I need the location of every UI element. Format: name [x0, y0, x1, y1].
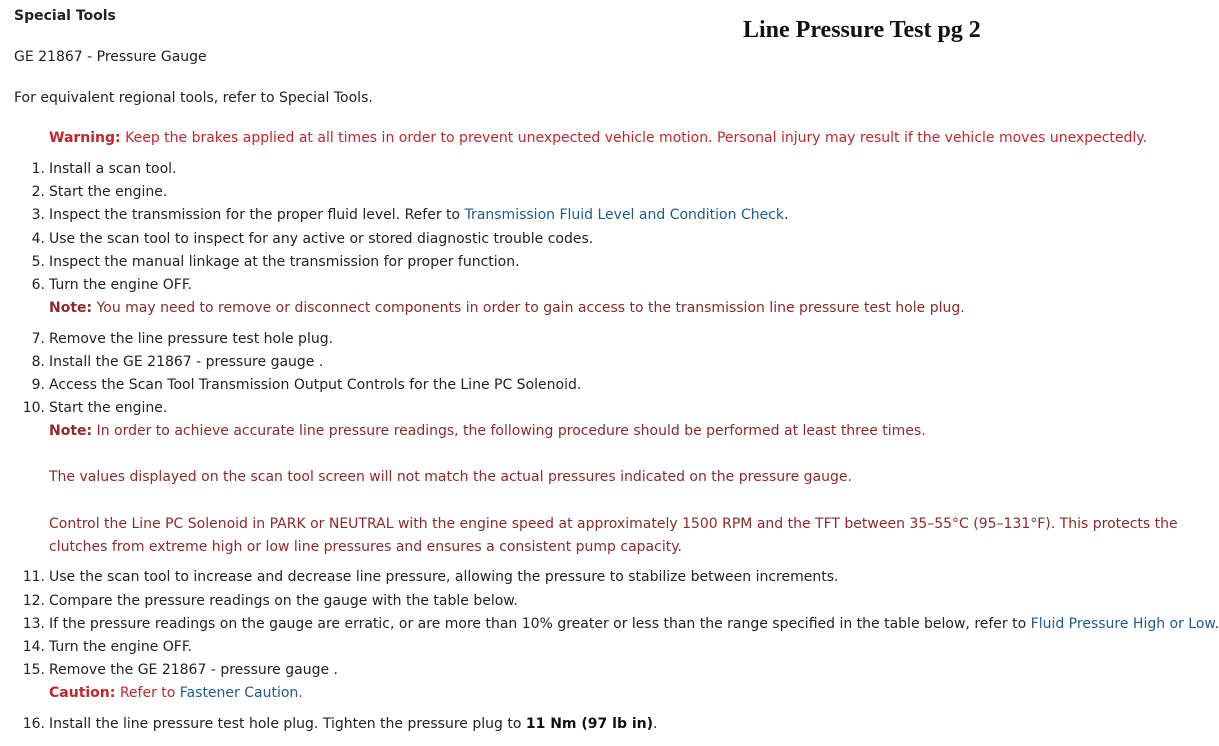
list-item: [0, 637, 1194, 657]
list-item: [0, 159, 1194, 179]
step-text: Inspect the manual linkage at the transmission for proper function.: [49, 254, 520, 270]
list-item: [0, 567, 1194, 587]
fluid-level-check-link[interactable]: Transmission Fluid Level and Condition Check: [464, 207, 785, 223]
step-number: 4.: [31, 231, 45, 247]
step-text: Compare the pressure readings on the gauge with the table below.: [49, 593, 518, 609]
step-number: 3.: [31, 207, 45, 223]
list-item: [0, 591, 1194, 611]
step-text: [49, 205, 788, 225]
warning-text: Keep the brakes applied at all times in order to prevent unexpected vehicle motion. Personal injury may result if the vehicle moves unexpectedly.: [125, 130, 1148, 146]
step-text-end: .: [653, 716, 658, 732]
caution-label: Caution:: [49, 685, 116, 701]
list-item: [0, 275, 1194, 295]
warning-notice: [49, 128, 1147, 148]
step-number: 15.: [22, 662, 45, 678]
step-text-end: .: [1214, 616, 1219, 632]
fluid-pressure-link[interactable]: Fluid Pressure High or Low: [1030, 616, 1215, 632]
step-text: Remove the line pressure test hole plug.: [49, 331, 334, 347]
step-text: Turn the engine OFF.: [49, 639, 193, 655]
torque-spec: 11 Nm (97 lb in): [525, 716, 654, 732]
step-text: Use the scan tool to inspect for any active or stored diagnostic trouble codes.: [49, 231, 594, 247]
step-text: Remove the GE 21867 - pressure gauge .: [49, 662, 338, 678]
step-text-body: Install the line pressure test hole plug. Tighten the pressure plug to: [49, 716, 526, 732]
step-text: Turn the engine OFF.: [49, 277, 193, 293]
step-text: [49, 714, 657, 734]
step-text-end: .: [784, 207, 789, 223]
step-number: 9.: [31, 377, 45, 393]
page-title: Line Pressure Test pg 2: [743, 17, 981, 43]
step-number: 5.: [31, 254, 45, 270]
step-number: 7.: [31, 331, 45, 347]
list-item: [0, 252, 1194, 272]
note-paragraph: Control the Line PC Solenoid in PARK or NEUTRAL with the engine speed at approximately 1500 RPM and the TFT between 35–55°C (95–131°F). This protects the: [49, 516, 1178, 532]
step-number: 16.: [22, 716, 45, 732]
list-item: [0, 205, 1194, 225]
list-item: [0, 352, 1194, 372]
regional-tools-note: For equivalent regional tools, refer to Special Tools.: [14, 90, 373, 106]
step-text: Use the scan tool to increase and decrease line pressure, allowing the pressure to stabilize between increments.: [49, 569, 839, 585]
step-text: [49, 614, 1219, 634]
note-label: Note:: [49, 423, 93, 439]
note-text: In order to achieve accurate line pressure readings, the following procedure should be performed at least three times.: [96, 423, 926, 439]
step-number: 13.: [22, 616, 45, 632]
list-item: [0, 614, 1219, 634]
step-text: Install the GE 21867 - pressure gauge .: [49, 354, 324, 370]
step-number: 1.: [31, 161, 45, 177]
caution-text-end: .: [298, 685, 303, 701]
list-item: [0, 182, 1194, 202]
step-number: 11.: [22, 569, 45, 585]
step-number: 12.: [22, 593, 45, 609]
warning-label: Warning:: [49, 130, 121, 146]
special-tool-item: GE 21867 - Pressure Gauge: [14, 49, 207, 65]
special-tools-heading: Special Tools: [14, 8, 116, 24]
note-step-6: [49, 298, 965, 318]
step-text: Access the Scan Tool Transmission Output Controls for the Line PC Solenoid.: [49, 377, 582, 393]
list-item: [0, 375, 1194, 395]
step-text: Start the engine.: [49, 184, 168, 200]
step-text-body: If the pressure readings on the gauge are erratic, or are more than 10% greater or less than the range specified in the table below, refer to: [49, 616, 1031, 632]
step-number: 6.: [31, 277, 45, 293]
step-number: 10.: [22, 400, 45, 416]
caution-text: Refer to: [119, 685, 180, 701]
step-text: Install a scan tool.: [49, 161, 177, 177]
list-item: [0, 329, 1194, 349]
step-number: 14.: [22, 639, 45, 655]
list-item: [0, 660, 1194, 680]
step-number: 2.: [31, 184, 45, 200]
note-label: Note:: [49, 300, 93, 316]
caution-notice: [49, 683, 303, 703]
note-text: You may need to remove or disconnect components in order to gain access to the transmission line pressure test hole plug.: [96, 300, 965, 316]
fastener-caution-link[interactable]: Fastener Caution: [179, 685, 299, 701]
step-text: Start the engine.: [49, 400, 168, 416]
note-step-10: [49, 421, 926, 441]
step-number: 8.: [31, 354, 45, 370]
note-paragraph: The values displayed on the scan tool screen will not match the actual pressures indicated on the pressure gauge.: [49, 469, 852, 485]
step-text-body: Inspect the transmission for the proper fluid level. Refer to: [49, 207, 465, 223]
list-item: [0, 229, 1194, 249]
list-item: [0, 398, 1194, 418]
list-item: [0, 714, 1194, 734]
note-paragraph: clutches from extreme high or low line pressures and ensures a consistent pump capacity.: [49, 539, 682, 555]
